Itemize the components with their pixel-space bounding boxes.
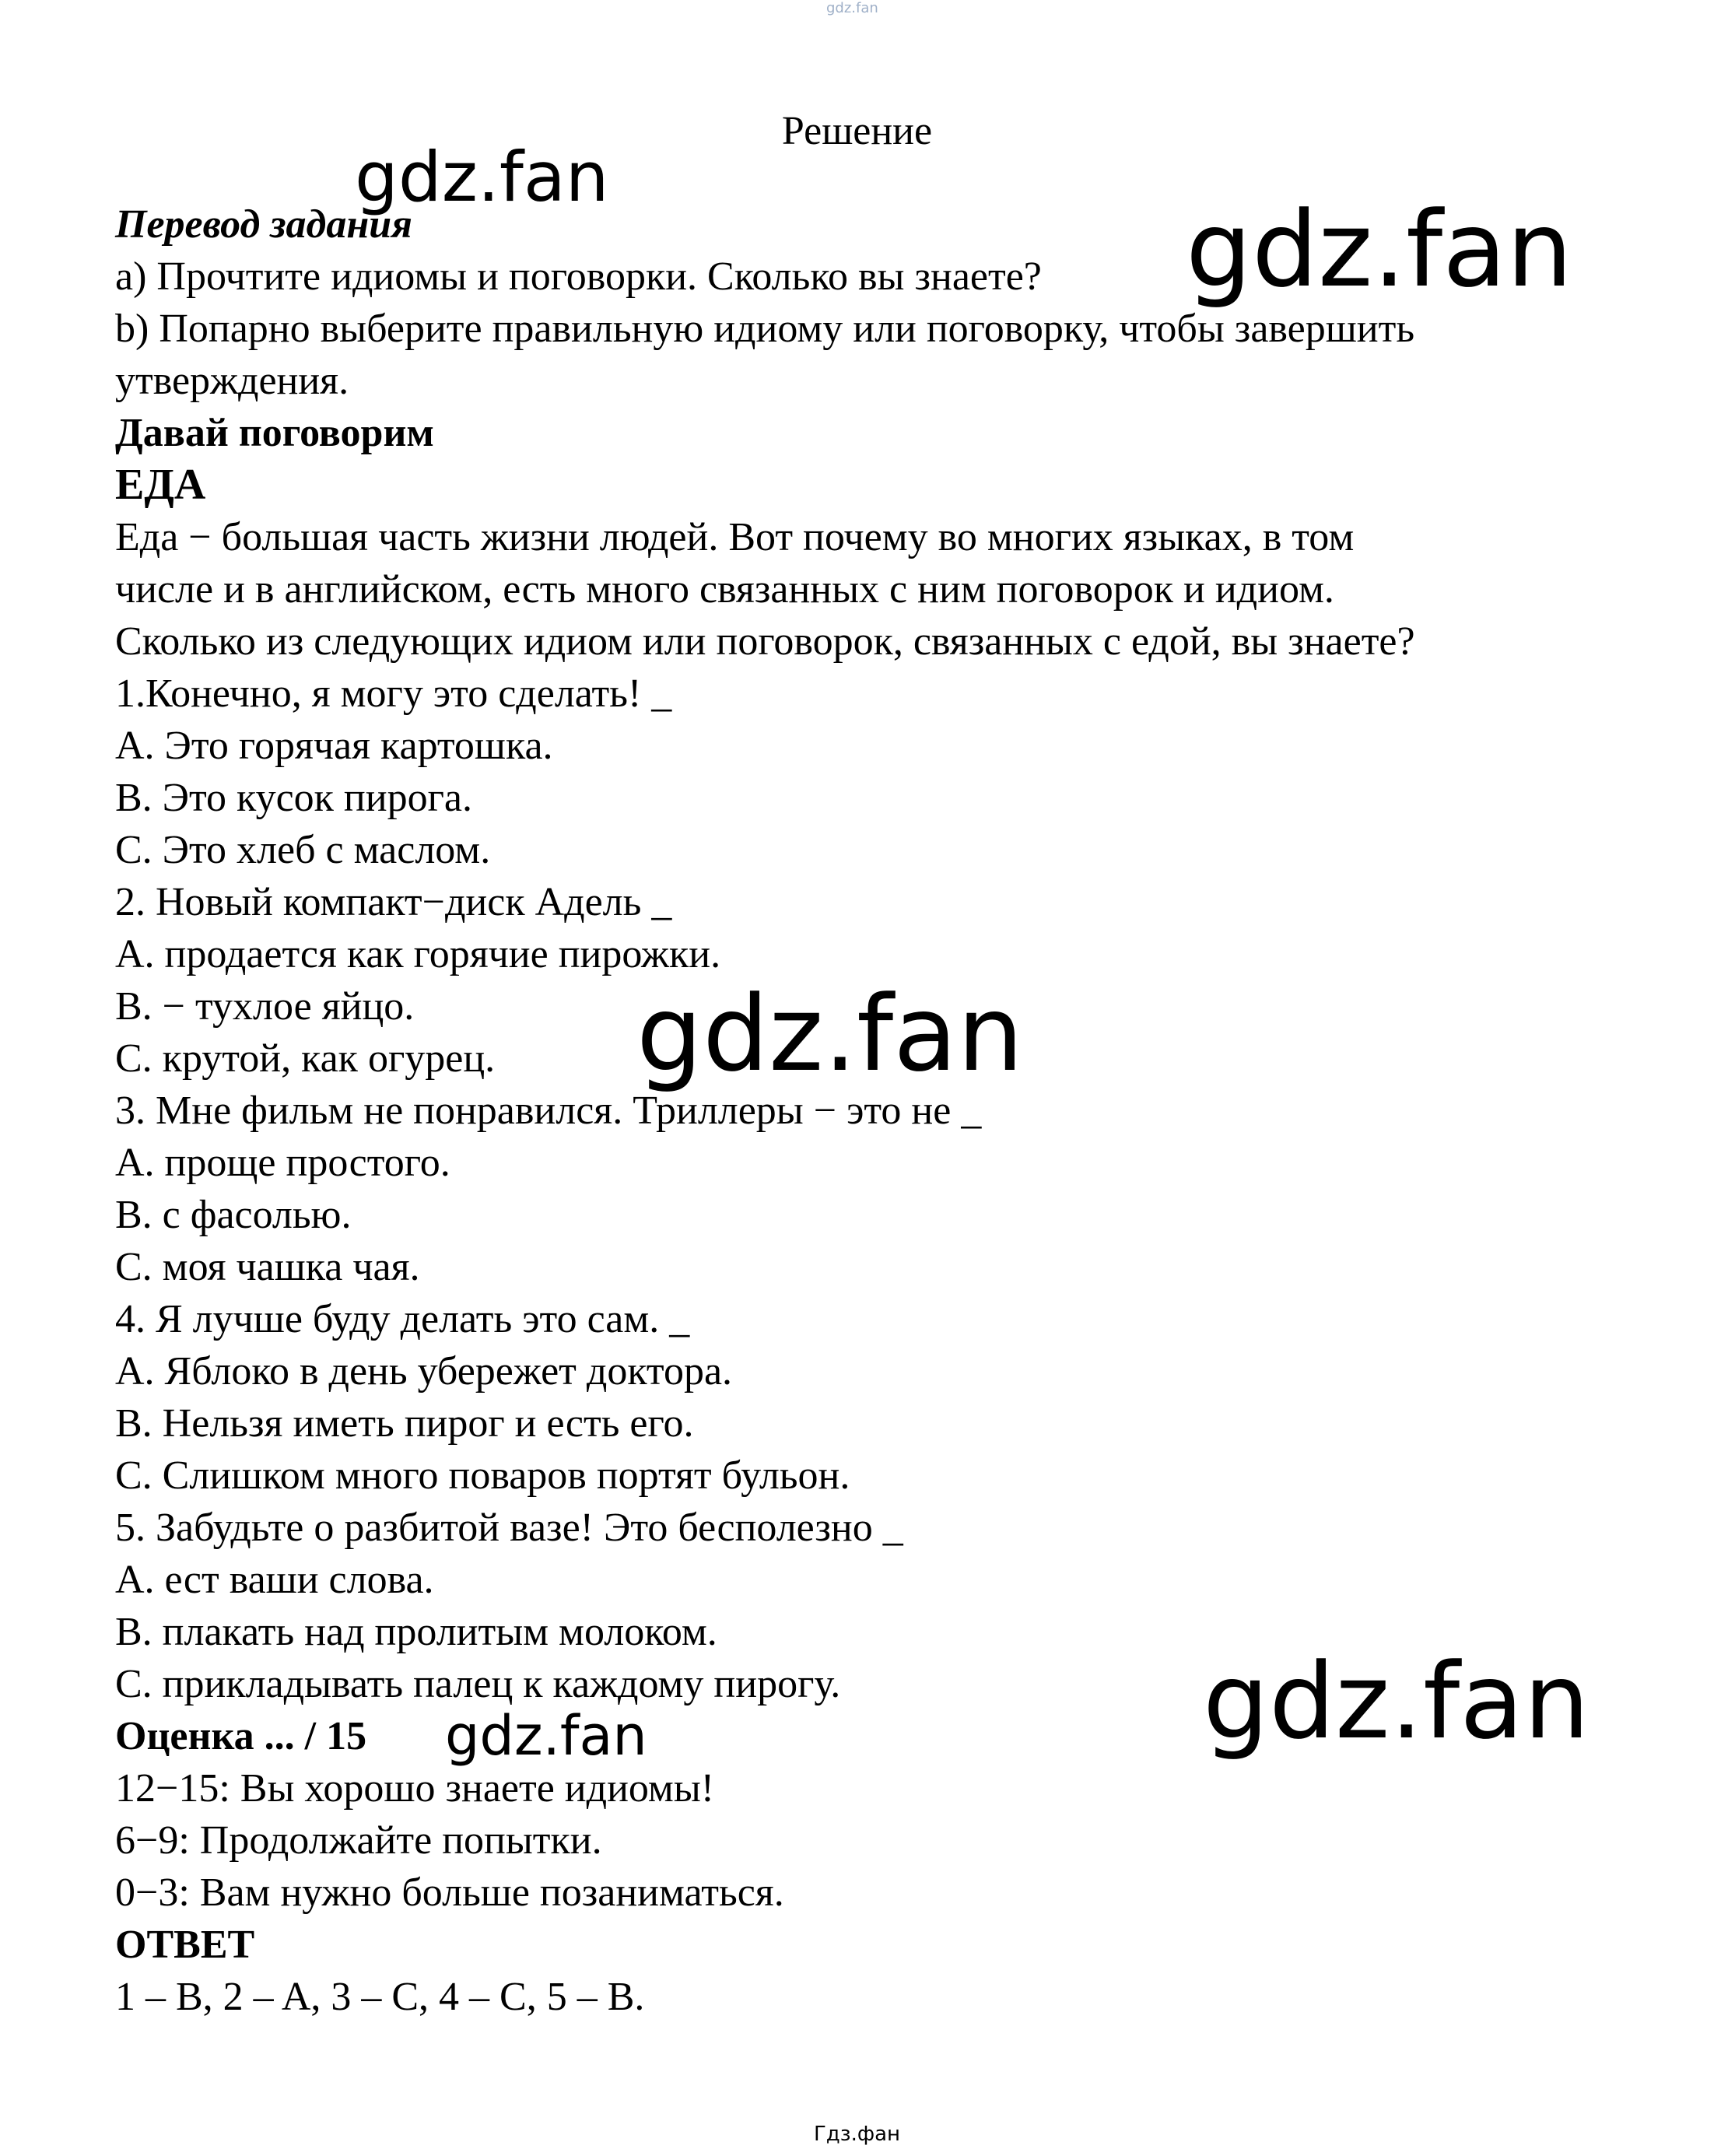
question-5-option-c: C. прикладывать палец к каждому пирогу. xyxy=(115,1662,841,1706)
question-4-option-c: C. Слишком много поваров портят бульон. xyxy=(115,1453,850,1498)
answer-heading: ОТВЕТ xyxy=(115,1923,255,1967)
question-3-option-b: B. с фасолью. xyxy=(115,1193,352,1237)
watermark-3: gdz.fan xyxy=(636,973,1024,1095)
watermark-2: gdz.fan xyxy=(1186,189,1573,310)
question-2-stem: 2. Новый компакт−диск Адель _ xyxy=(115,880,672,924)
food-heading: ЕДА xyxy=(115,461,206,509)
question-4-stem: 4. Я лучше буду делать это сам. _ xyxy=(115,1297,690,1341)
answer-text: 1 – B, 2 – A, 3 – C, 4 – C, 5 – B. xyxy=(115,1975,645,2019)
question-1-option-b: B. Это кусок пирога. xyxy=(115,776,472,820)
question-2-option-c: C. крутой, как огурец. xyxy=(115,1036,496,1081)
question-4-option-b: B. Нельзя иметь пирог и есть его. xyxy=(115,1401,694,1446)
intro-line-2: числе и в английском, есть много связанных с ним поговорок и идиом. xyxy=(115,567,1334,612)
task-b-line-1: b) Попарно выберите правильную идиому или поговорку, чтобы завершить xyxy=(115,307,1415,351)
question-3-option-a: A. проще простого. xyxy=(115,1141,450,1185)
question-5-option-b: B. плакать над пролитым молоком. xyxy=(115,1610,717,1654)
question-3-option-c: C. моя чашка чая. xyxy=(115,1245,420,1289)
score-line-2: 6−9: Продолжайте попытки. xyxy=(115,1818,602,1863)
question-1-stem: 1.Конечно, я могу это сделать! _ xyxy=(115,671,672,716)
question-2-option-a: A. продается как горячие пирожки. xyxy=(115,932,721,976)
score-heading: Оценка ... / 15 xyxy=(115,1714,367,1758)
score-line-1: 12−15: Вы хорошо знаете идиомы! xyxy=(115,1766,715,1811)
lets-talk-heading: Давай поговорим xyxy=(115,411,434,455)
question-1-option-c: C. Это хлеб с маслом. xyxy=(115,828,491,872)
watermark-top-small: gdz.fan xyxy=(826,0,878,16)
intro-line-1: Еда − большая часть жизни людей. Вот почему во многих языках, в том xyxy=(115,515,1355,559)
task-translation-heading: Перевод задания xyxy=(115,202,412,247)
intro-line-3: Сколько из следующих идиом или поговорок, связанных с едой, вы знаете? xyxy=(115,619,1415,664)
question-4-option-a: A. Яблоко в день убережет доктора. xyxy=(115,1349,733,1394)
score-line-3: 0−3: Вам нужно больше позаниматься. xyxy=(115,1870,784,1915)
question-2-option-b: B. − тухлое яйцо. xyxy=(115,984,415,1029)
watermark-5: gdz.fan xyxy=(445,1704,647,1768)
question-3-stem: 3. Мне фильм не понравился. Триллеры − это не _ xyxy=(115,1089,982,1133)
task-a: a) Прочтите идиомы и поговорки. Сколько вы знаете? xyxy=(115,254,1042,299)
task-b-line-2: утверждения. xyxy=(115,359,349,403)
question-1-option-a: A. Это горячая картошка. xyxy=(115,724,553,768)
page-title: Решение xyxy=(781,109,933,153)
question-5-option-a: A. ест ваши слова. xyxy=(115,1558,434,1602)
page-footer: Гдз.фан xyxy=(813,2123,901,2146)
watermark-4: gdz.fan xyxy=(1203,1641,1590,1762)
watermark-1: gdz.fan xyxy=(355,137,609,217)
question-5-stem: 5. Забудьте о разбитой вазе! Это бесполезно _ xyxy=(115,1506,903,1550)
